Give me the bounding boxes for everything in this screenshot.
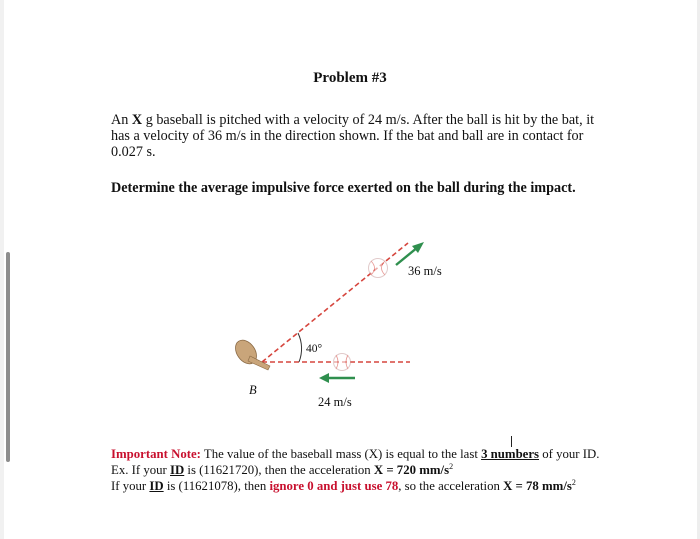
statement-part-1: An — [111, 112, 132, 128]
note-line-1: Important Note: The value of the baseball mass (X) is equal to the last 3 numbers of your ID. — [111, 447, 600, 461]
angle-label: 40° — [306, 343, 323, 355]
bat-icon — [231, 336, 270, 370]
outgoing-velocity-arrow — [396, 242, 424, 265]
note-label: Important Note: — [111, 447, 201, 461]
bat-label: B — [249, 383, 257, 397]
incoming-velocity-label: 24 m/s — [318, 395, 352, 409]
outgoing-path-line — [262, 243, 408, 362]
scrollbar[interactable] — [6, 252, 10, 462]
baseball-diagram — [225, 232, 445, 412]
statement-part-2: g baseball is pitched with a velocity of 24 m/s. After the ball is hit by the bat, it has a velocity of 36 m/s in the direction shown. If the bat and ball are in contact for 0.027 s. — [111, 112, 595, 160]
note-emphasis: 3 numbers — [481, 447, 540, 461]
angle-arc — [298, 333, 302, 362]
outgoing-velocity-label: 36 m/s — [408, 264, 442, 278]
question-text: Determine the average impulsive force exerted on the ball during the impact. — [111, 180, 576, 196]
incoming-ball-icon — [334, 354, 351, 371]
mass-variable: X — [131, 112, 143, 128]
incoming-velocity-arrow — [319, 373, 355, 383]
problem-title: Problem #3 — [313, 70, 387, 86]
important-note — [111, 446, 671, 494]
note-line-2: Ex. If your ID is (11621720), then the acceleration X = 720 $mm/s^2$ — [111, 462, 454, 477]
outgoing-ball-icon — [369, 259, 388, 278]
problem-statement — [111, 112, 603, 160]
note-line-3: If your ID is (11621078), then ignore 0 and just use 78, so the acceleration X = 78 $mm/s^2$ — [111, 478, 576, 493]
